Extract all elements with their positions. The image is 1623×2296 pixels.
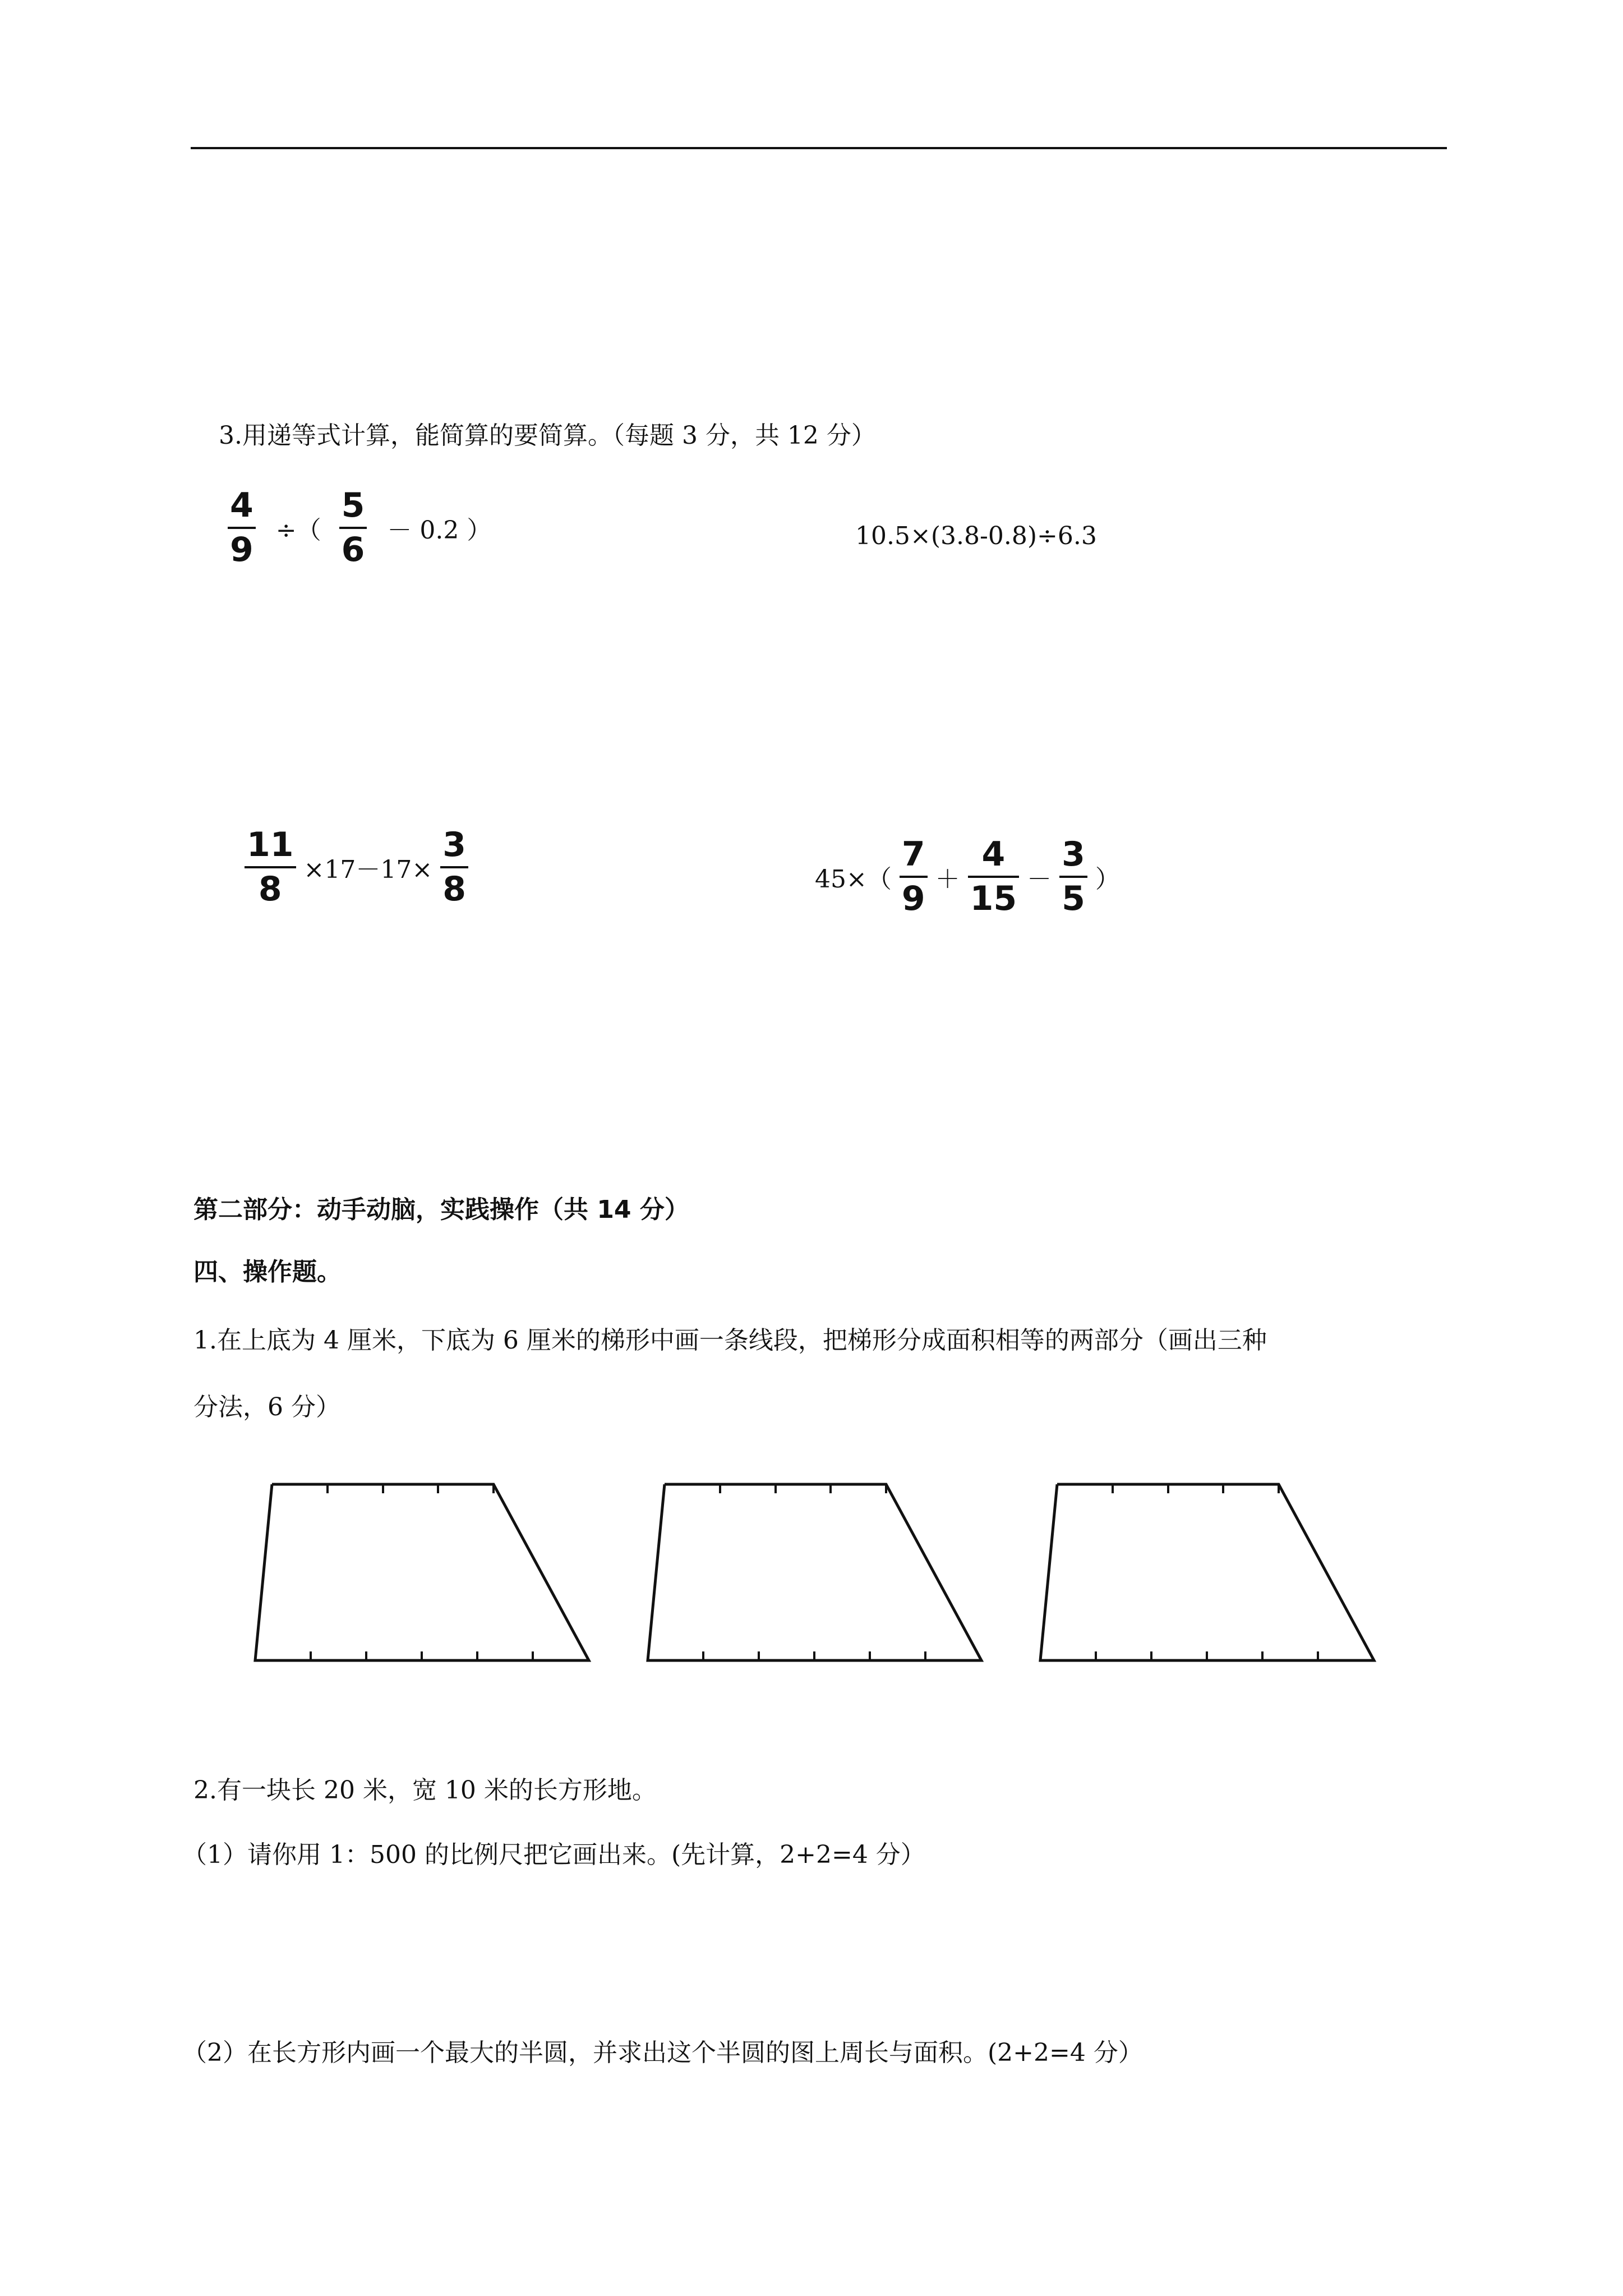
numerator: 4 [981,835,1006,874]
expression-tail: － 0.2 ） [387,516,492,545]
q3-title: 3.用递等式计算，能简算的要简算。（每题 3 分，共 12 分） [219,421,876,450]
trapezoid-3 [1032,1475,1391,1677]
numerator: 3 [1062,835,1085,874]
minus-operator: － [1027,865,1052,894]
fraction-bar [339,527,367,529]
denominator: 9 [230,530,253,569]
fraction-3-5 [1059,837,1087,917]
fraction-bar [968,876,1020,878]
expression-3 [241,827,472,907]
numerator: 7 [901,835,925,874]
fraction-3-8 [440,827,468,907]
fraction-5-6 [339,488,367,568]
fraction-bar [228,527,256,529]
trapezoid-2 [639,1475,998,1677]
denominator: 6 [341,530,365,569]
fraction-11-8 [245,827,296,907]
expression-close: ） [1095,865,1120,894]
fraction-bar [1059,876,1087,878]
header-rule [191,147,1447,149]
fraction-7-9 [900,837,928,917]
q2-title: 2.有一块长 20 米，宽 10 米的长方形地。 [193,1776,657,1805]
numerator: 5 [341,486,365,525]
expression-lead: 45×（ [815,865,892,894]
expression-2: 10.5×(3.8-0.8)÷6.3 [855,522,1097,550]
q1-line-2: 分法，6 分） [193,1393,340,1421]
denominator: 15 [970,879,1017,918]
trapezoid-1 [247,1475,606,1677]
section-heading: 四、操作题。 [193,1258,342,1286]
numerator: 11 [247,825,294,864]
denominator: 8 [258,869,282,909]
expression-middle: ×17－17× [303,855,433,884]
numerator: 3 [442,825,466,864]
numerator: 4 [230,486,253,525]
q1-line-1: 1.在上底为 4 厘米，下底为 6 厘米的梯形中画一条线段，把梯形分成面积相等的两部分（画出三种 [193,1326,1267,1355]
q2-sub-2: （2）在长方形内画一个最大的半圆，并求出这个半圆的图上周长与面积。(2+2=4 分） [182,2039,1143,2067]
fraction-4-15 [968,837,1020,917]
denominator: 9 [901,879,925,918]
plus-operator: ＋ [935,865,960,894]
fraction-bar [900,876,928,878]
fraction-bar [245,866,296,868]
denominator: 5 [1062,879,1085,918]
denominator: 8 [442,869,466,909]
part2-heading: 第二部分：动手动脑，实践操作（共 14 分） [193,1195,689,1224]
q2-sub-1: （1）请你用 1：500 的比例尺把它画出来。(先计算，2+2=4 分） [182,1841,925,1869]
expression-4 [810,837,1124,917]
expression-1 [224,488,496,568]
divide-operator: ÷（ [275,516,321,545]
fraction-4-9 [228,488,256,568]
fraction-bar [440,866,468,868]
